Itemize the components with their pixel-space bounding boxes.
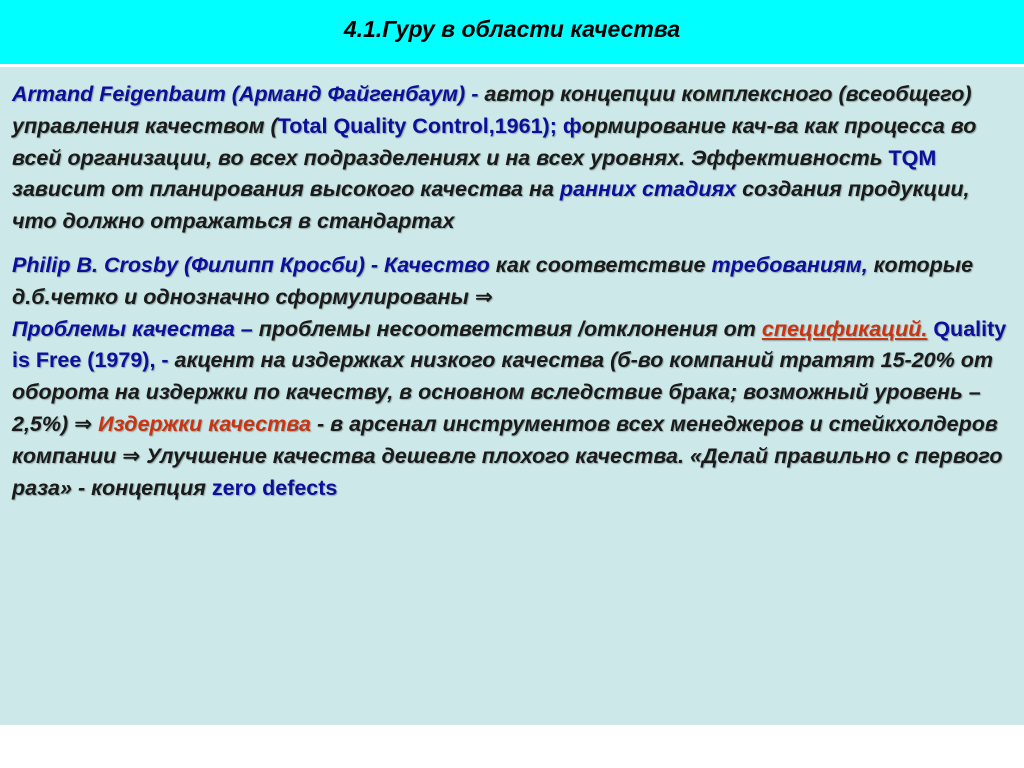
crosby-text-2: которые д.б.четко и однозначно сформулированы [12,252,974,309]
slide-content [12,79,1017,504]
feigenbaum-text-3: зависит от планирования высокого качества на [12,177,560,202]
crosby-text-3: проблемы несоответствия /отклонения от [252,316,762,341]
slide-title: 4.1.Гуру в области качества [343,16,681,42]
total-quality-control: Total Quality Control,1961); ф [277,113,582,138]
paragraph-crosby [12,250,1017,504]
zero-defects-term: zero defects [211,475,338,500]
crosby-name: Philip B. Crosby (Филипп Кросби) - Качество [12,252,490,277]
feigenbaum-text-1: автор концепции комплексного (всеобщего) управления качеством ( [12,82,972,138]
implies-arrow-icon: ⇒ [122,443,141,468]
tqm-term: TQM [888,145,937,170]
specifications-term: спецификаций. [761,316,928,341]
implies-arrow-icon: ⇒ [74,411,93,436]
feigenbaum-name: Armand Feigenbaum (Арманд Файгенбаум) - [12,82,479,106]
quality-is-free: Quality is Free (1979), - [12,316,1007,373]
requirements-term: требованиям, [711,252,868,277]
crosby-text-5: - в арсенал инструментов всех менеджеров и стейкхолдеров компании [12,411,998,468]
early-stages-term: ранних стадиях [559,177,737,202]
feigenbaum-text-2: ормирование кач-ва как процесса во всей организации, во всех подразделениях и на всех уровнях. Эффективность [12,113,977,170]
implies-arrow-icon: ⇒ [474,284,493,309]
title-bar [0,0,1024,64]
quality-costs-term: Издержки качества [98,411,312,436]
feigenbaum-text-4: создания продукции, что должно отражаться в стандартах [12,177,970,234]
crosby-text-1: как соответствие [489,252,712,277]
crosby-text-4: акцент на издержках низкого качества (б-во компаний тратят 15-20% от оборота на издержки по качеству, в основном вследствие брака; возможный уровень – 2,5%) [12,348,993,436]
paragraph-feigenbaum [12,79,1017,238]
quality-problems-term: Проблемы качества – [12,316,253,341]
crosby-text-6: Улучшение качества дешевле плохого качества. «Делай правильно с первого раза» - концепция [12,443,1003,500]
